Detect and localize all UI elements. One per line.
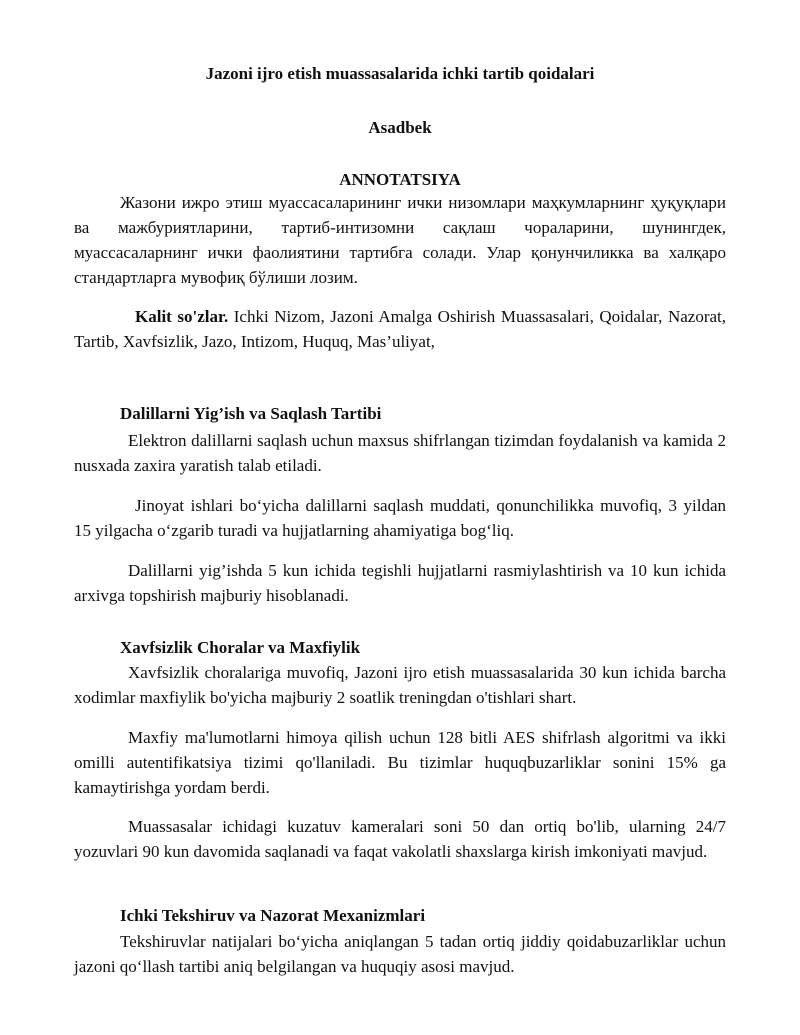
section-paragraph: Elektron dalillarni saqlash uchun maxsus shifrlangan tizimdan foydalanish va kamida 2 nusxada zaxira yaratish talab etiladi. (74, 431, 726, 475)
section-paragraph: Tekshiruvlar natijalari bo‘yicha aniqlangan 5 tadan ortiq jiddiy qoidabuzarliklar uchun jazoni qo‘llash tartibi aniq belgilangan va huquqiy asosi mavjud. (74, 932, 726, 976)
document-title: Jazoni ijro etish muassasalarida ichki tartib qoidalari (205, 64, 595, 83)
annotation-paragraph: Жазони ижро этиш муассасаларининг ички низомлари маҳкумларнинг ҳуқуқлари ва мажбуриятларини, тартиб-интизомни сақлаш чораларини, шунингдек, муассасаларнинг ички фаолиятини тартибга солади. Улар қонунчиликка ва халқаро стандартларга мувофиқ бўлиши лозим. (74, 193, 726, 287)
section-paragraph: Dalillarni yig’ishda 5 kun ichida tegishli hujjatlarni rasmiylashtirish va 10 kun ichida arxivga topshirish majburiy hisoblanadi. (74, 561, 726, 605)
keywords-text: Ichki Nizom, Jazoni Amalga Oshirish Muassasalari, Qoidalar, Nazorat, Tartib, Xavfsizlik, Jazo, Intizom, Huquq, Mas’uliyat, (74, 307, 726, 351)
section-paragraph: Xavfsizlik choralariga muvofiq, Jazoni ijro etish muassasalarida 30 kun ichida barcha xodimlar maxfiylik bo'yicha majburiy 2 soatlik treningdan o'tishlari shart. (74, 663, 726, 707)
section-paragraph: Muassasalar ichidagi kuzatuv kameralari soni 50 dan ortiq bo'lib, ularning 24/7 yozuvlari 90 kun davomida saqlanadi va faqat vakolatli shaxslarga kirish imkoniyati mavjud. (74, 817, 726, 861)
annotation-heading: ANNOTATSIYA (339, 170, 461, 189)
section-paragraph: Maxfiy ma'lumotlarni himoya qilish uchun 128 bitli AES shifrlash algoritmi va ikki omilli autentifikatsiya tizimi qo'llaniladi. Bu tizimlar huquqbuzarliklar sonini 15% ga kamaytirishga yordam berdi. (74, 728, 726, 797)
document-author: Asadbek (368, 118, 432, 137)
keywords-label: Kalit so'zlar. (135, 307, 229, 326)
section-paragraph: Jinoyat ishlari bo‘yicha dalillarni saqlash muddati, qonunchilikka muvofiq, 3 yildan 15 yilgacha o‘zgarib turadi va hujjatlarning ahamiyatiga bog‘liq. (74, 496, 726, 540)
section-heading: Dalillarni Yig’ish va Saqlash Tartibi (120, 404, 382, 423)
section-heading: Ichki Tekshiruv va Nazorat Mexanizmlari (120, 906, 426, 925)
section-heading: Xavfsizlik Choralar va Maxfiylik (120, 638, 361, 657)
keywords-paragraph (74, 304, 726, 354)
